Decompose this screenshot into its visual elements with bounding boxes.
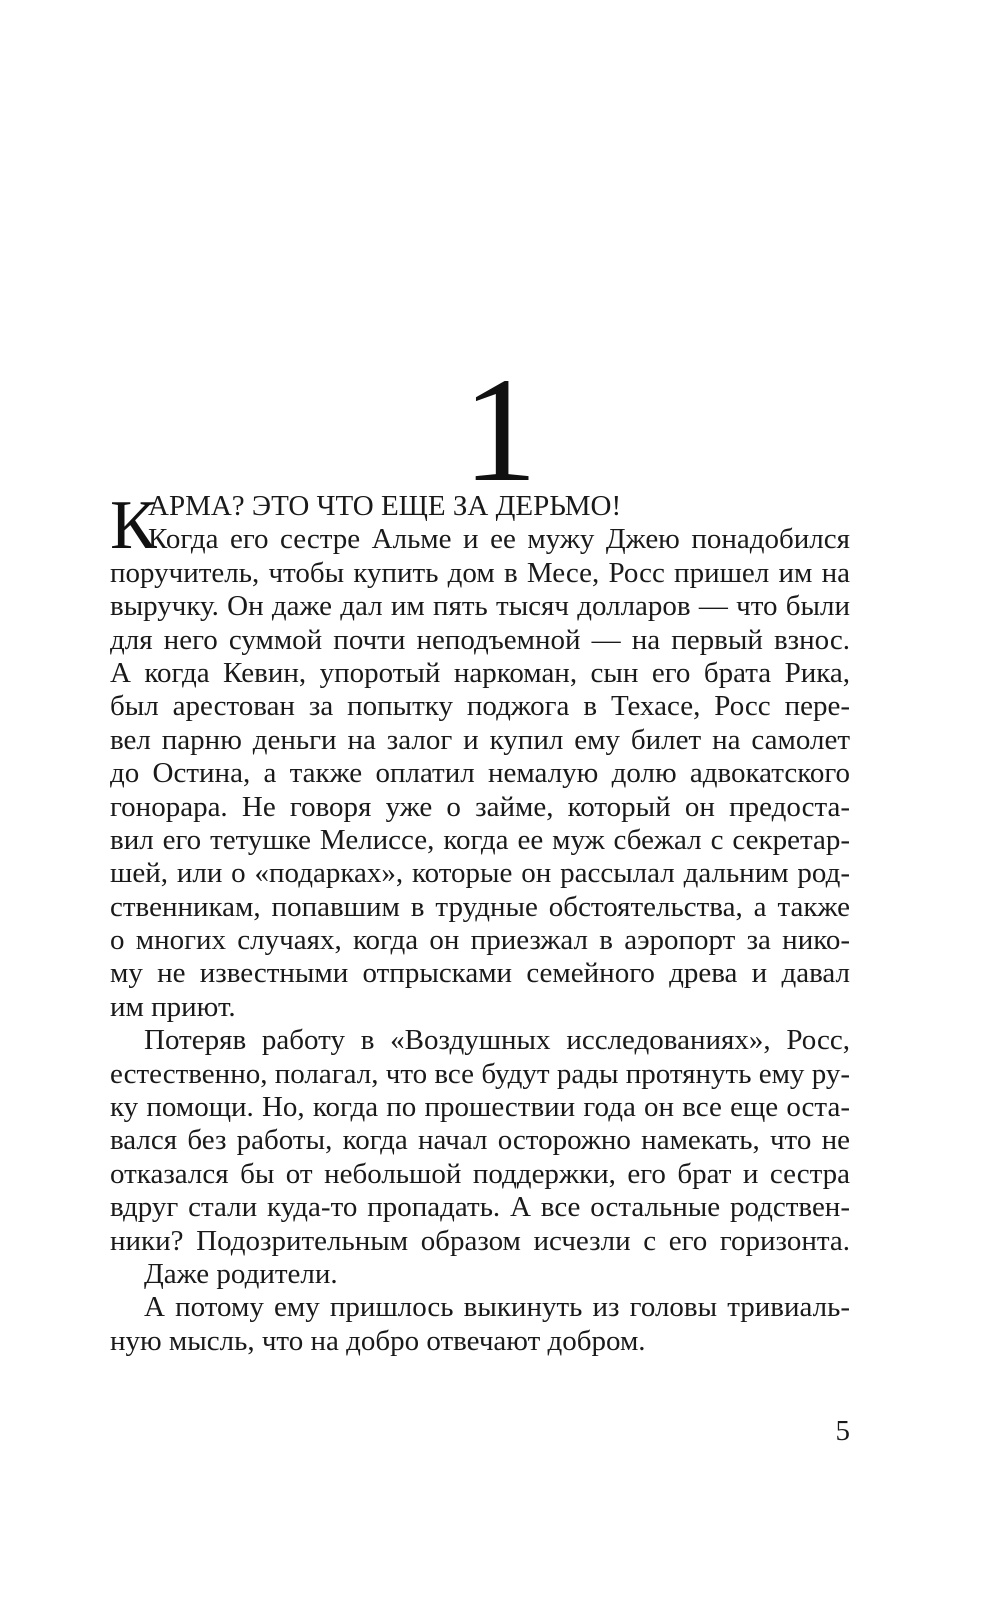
text-line: отказался бы от небольшой поддержки, его брат и сестра	[110, 1157, 850, 1190]
page-number: 5	[835, 1415, 850, 1447]
text-line: ники? Подозрительным образом исчезли с его горизонта.	[110, 1224, 850, 1257]
text-line: был арестован за попытку поджога в Техасе, Росс пере-	[110, 690, 850, 723]
text-line: А когда Кевин, упоротый наркоман, сын его брата Рика,	[110, 656, 850, 689]
text-line: естественно, полагал, что все будут рады протянуть ему ру-	[110, 1057, 850, 1090]
text-line: вался без работы, когда начал осторожно намекать, что не	[110, 1124, 850, 1157]
text-line: до Остина, а также оплатил немалую долю адвокатского	[110, 757, 850, 790]
drop-cap: К	[110, 487, 157, 564]
chapter-text	[110, 487, 850, 1358]
text-line: для него суммой почти неподъемной — на первый взнос.	[110, 623, 850, 656]
text-line: му не известными отпрысками семейного древа и давал	[110, 957, 850, 990]
text-line: АРМА? ЭТО ЧТО ЕЩЕ ЗА ДЕРЬМО!	[148, 490, 622, 522]
text-line: ку помощи. Но, когда по прошествии года он все еще оста-	[110, 1091, 850, 1124]
chapter-number: 1	[462, 347, 538, 513]
text-line: Потеряв работу в «Воздушных исследованиях», Росс,	[144, 1024, 850, 1057]
text-line: поручитель, чтобы купить дом в Месе, Росс пришел им на	[110, 556, 850, 589]
text-line: ную мысль, что на добро отвечают добром.	[110, 1324, 646, 1357]
text-line: ственникам, попавшим в трудные обстоятельства, а также	[110, 890, 850, 923]
text-line: вил его тетушке Мелиссе, когда ее муж сбежал с секретар-	[110, 823, 850, 856]
text-line: им приют.	[110, 990, 236, 1023]
text-line: Даже родители.	[144, 1257, 338, 1290]
text-line: вдруг стали куда-то пропадать. А все остальные родствен-	[110, 1191, 850, 1224]
text-line: шей, или о «подарках», которые он рассылал дальним род-	[110, 857, 850, 890]
text-line: вел парню деньги на залог и купил ему билет на самолет	[110, 723, 850, 756]
text-line: гонорара. Не говоря уже о займе, который он предоста-	[110, 790, 850, 823]
text-line: о многих случаях, когда он приезжал в аэропорт за нико-	[110, 924, 850, 957]
text-line: выручку. Он даже дал им пять тысяч долларов — что были	[110, 590, 850, 623]
text-line: А потому ему пришлось выкинуть из головы тривиаль-	[144, 1291, 850, 1324]
text-line: Когда его сестре Альме и ее мужу Джею понадобился	[148, 523, 850, 556]
